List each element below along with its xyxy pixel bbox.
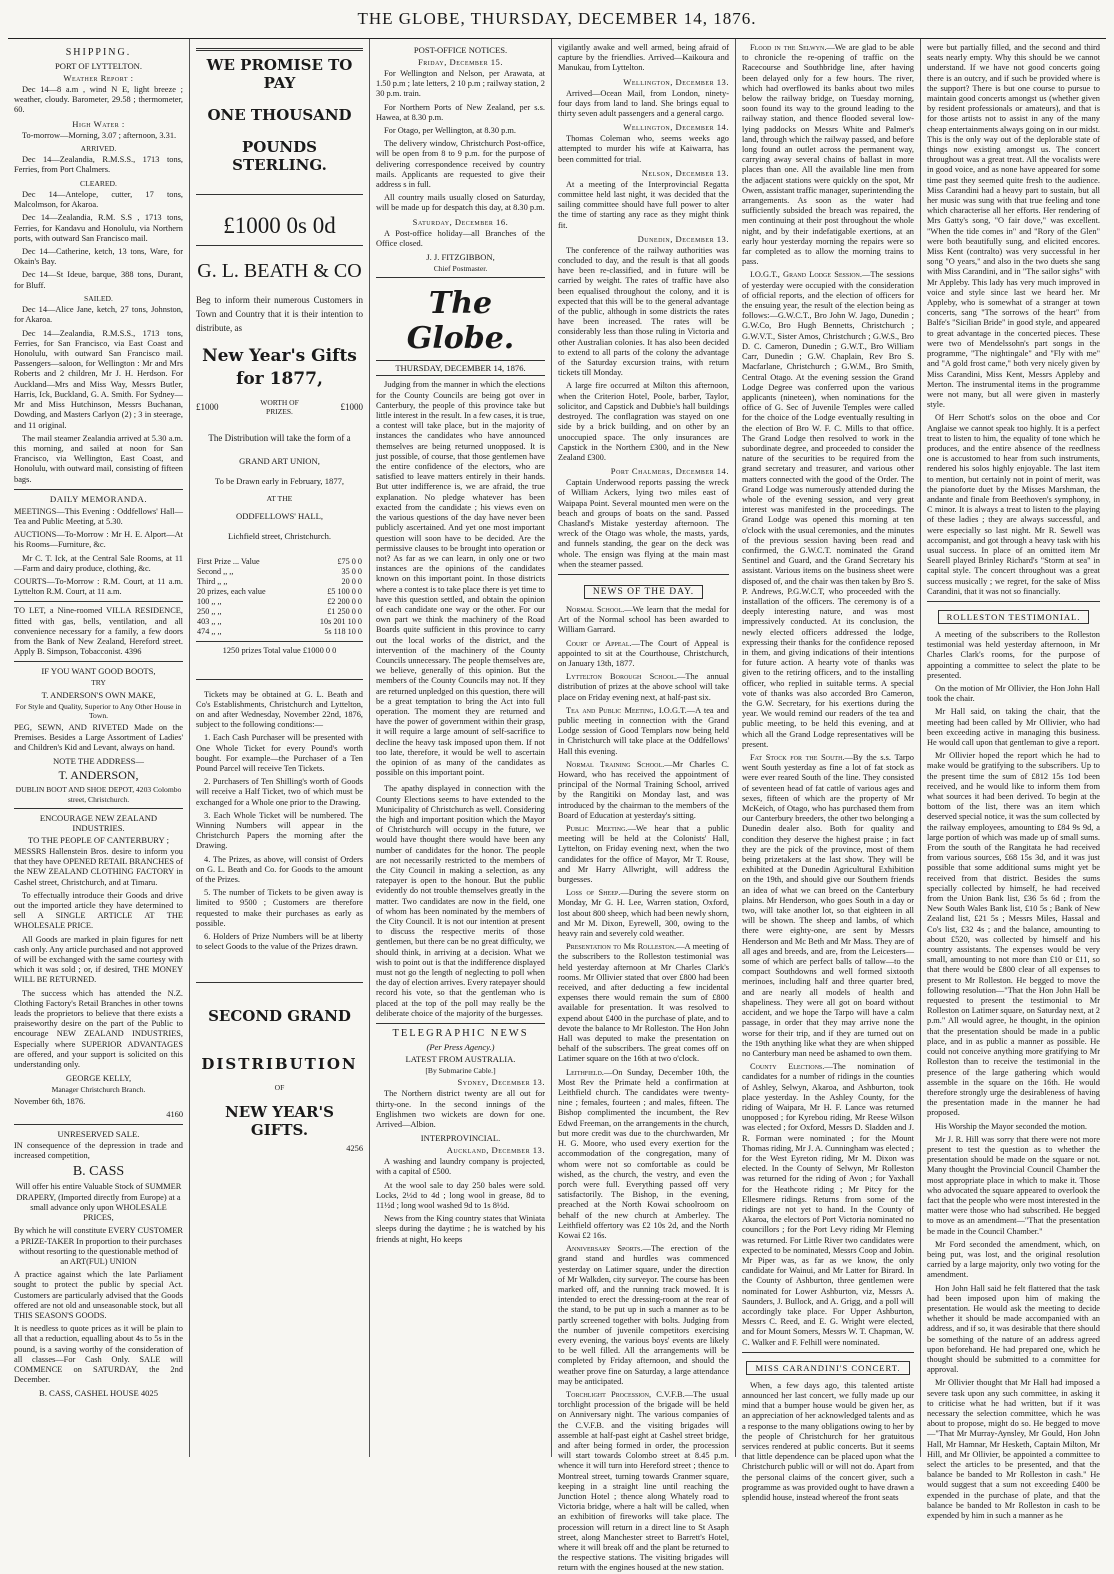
divider [14,661,183,662]
prize-amount: £5 100 0 0 [327,587,362,597]
wel1-date: Wellington, December 13. [623,76,729,87]
news-item [558,760,729,821]
news-item-body: —The Court of Appeal is appointed to sit at the Courthouse, Christchurch, on January 13th, 1877. [558,638,729,668]
nel-text: At a meeting of the Interprovincial Regatta committee held last night, it was decided that the sailing committee should have full power to alter the time of starting any race as they might think fit. [558,179,729,230]
high-water-text: To-morrow—Morning, 3.07 ; afternoon, 3.31. [22,130,177,140]
second-of: OF [274,1083,285,1093]
prize-row [196,577,363,587]
latest-heading: LATEST FROM AUSTRALIA. [405,1054,516,1065]
sailed-item: Dec 14—Alice Jane, ketch, 27 tons, Johnston, for Akaroa. [14,305,183,325]
news-heading-wrap [558,581,729,599]
roll-para: Mr Ollivier thought that Mr Hall had imposed a severe task upon any such committee, in asking it to criticise what he had written, but if it was necessary the selection committee, which he was about to propose, might do so. He begged to move—"That Mr Murray-Aynsley, Mr Gould, Hon John Hall, Mr Hamnar, Mr Hesketh, Captain Milton, Mr Hill, and Mr Ollivier, be appointed a committee to select the articles to be presented, and that the balance be banded to Mr Rolleston in cash." He would suggest that a sum not exceeding £400 be expended in the purchase of plate, and that the balance be banded to Mr Rolleston in cash to be expended by him in such a manner as he [927,1378,1100,1521]
news-item-body: —Mr Charles C. Howard, who has received the appointment of principal of the Normal Training School, arrived by the Rangitiki on Monday last, and was introduced by the chairman to the members of the Board of Education at yesterday's sitting. [558,759,729,820]
sydney-text: The Northern district twenty are all out for thirty-one. In the second innings of the Englishmen two wickets are down for one. Arrived—Albion. [376,1089,545,1130]
port-heading: PORT OF LYTTELTON. [54,61,143,71]
prize-label: First Prize ... Value [197,557,260,567]
cleared-item: Dec 14—Antelope, cutter, 17 tons, Malcolmson, for Akaroa. [14,190,183,210]
prize-label: 250 ,, ,, [197,607,222,617]
encourage-num: 4160 [166,1109,183,1119]
second-line3: NEW YEAR'S GIFTS. [225,1102,334,1139]
roll-heading: ROLLESTON TESTIMONIAL. [938,610,1090,624]
encourage-date: November 6th, 1876. [14,1096,86,1106]
inter-heading: INTERPROVINCIAL. [420,1133,501,1144]
unreserved-para: By which he will constitute EVERY CUSTOMER a PRIZE-TAKER In proportion to their purchases without resorting to the questionable method of an ART(FUL) UNION [14,1226,183,1266]
auck-date: Auckland, December 13. [446,1145,545,1156]
sailed-item: Dec 14—Zealandia, R.M.S.S., 1713 tons, Ferries, for San Francisco, via East Coast and Honolulu, with outward San Francisco mail. Passengers—saloon, for Wellington : Mr and Mrs Roberts and 2 children, Mr J. H. Herdson. For Auckland—Mrs and Miss Way, Messrs Butler, Harris, Ick, Buckland, G. A. Smith. For Sydney—Mr and Miss Hutchinson, Messrs Buchanan, Dowding, and Masters Carlyon (2) ; 3 in steerage, and 11 original. [14,328,183,430]
condition: 4. The Prizes, as above, will consist of Orders on G. L. Beath and Co. for Goods to the amount of the Prizes. [196,854,363,885]
prize-row [196,557,363,567]
intro-text: Beg to inform their numerous Customers in Town and Country that it is their intention to distribute, as [196,295,363,333]
roll-heading-wrap [927,607,1100,625]
prize-total: 1250 prizes Total value £1000 0 0 [222,646,337,656]
roll-list [927,630,1100,1521]
po-notice: A Post-office holiday—all Branches of the Office closed. [376,228,545,248]
po-date2: Saturday, December 16. [412,216,509,227]
divider [196,641,363,642]
news-item-body: —We learn that the medal for Art of the Normal school has been awarded to William Garrard. [558,604,729,635]
gifts-line1: New Year's Gifts [202,346,357,366]
to-let-ad: TO LET, a Nine-roomed VILLA RESIDENCE, fitted with gas, bells, ventilation, and all convenience necessary for a family, a few doors from the Bank of New Zealand, Hereford street. Apply B. Simpson, Tobacconist. 4396 [14,606,183,657]
promise-line1: WE PROMISE TO PAY [206,56,353,92]
roll-para: On the motion of Mr Ollivier, the Hon John Hall took the chair. [927,683,1100,704]
news-item [742,270,914,750]
concert-cont: were but partially filled, and the second and third seats nearly empty. Why this should be we cannot understand. If we have not good concerts going there is an outcry, and if such be provided where is the support? There is but one course to pursue to maintain good concerts amongst us (whether given by resident professionals or amateurs), and that is for those artists not to assist in any of the many cheap entertainments always going on in our midst. This is the only way out of the deplorable state of things now existing amongst us. The concert throughout was a great treat. All the vocalists were in good voice, and as none have appeared for some time past they seemed quite fresh to the audience. Miss Carandini had a heavy part to sustain, but all her music was sung with that true feeling and tone which characterise all her efforts. Her rendering of Mrs Gatty's song, "O fair dove," was excellent. "When the tide comes in" and "Rory of the Glen" were both beautifully sung, and elicited encores. Miss Kent (contralto) was very successful in her song "O years," and also in the two duets she sang with Miss Carandini, and in "The sailor sighs" with Mr Appleby. This lady has very much improved in voice and style since last we heard her. Mr Appleby, who is somewhat of a stranger at town concerts, sang "The sorrows of the heart" from Balfe's "Sicilian Bride" in good style, and appeared to great advantage in the concerted pieces. These were two of Mendelssohn's part songs in the programme, "The nightingale" and "Fly with me" and "A gold frost came," both very nicely given by Miss Carandini, Miss Kent, Messrs Appleby and Merton. The instrumental items in the programme were not many, but all were given in masterly style. [927,43,1100,410]
prize-label: 403 ,, ,, [197,617,222,627]
columns [8,39,1106,1573]
roll-para: Mr Ford seconded the amendment, which, on being put, was lost, and the original resolution carried by a large majority, only two voting for the amendment. [927,1239,1100,1280]
unreserved-heading: UNRESERVED SALE. [57,1129,140,1140]
news-item-title: Flood in the Selwyn. [750,43,827,52]
column-4 [552,39,736,1573]
arrived-text: Dec 14—Zealandia, R.M.S.S., 1713 tons, Ferries, from Port Chalmers. [14,155,183,175]
prize-row [196,607,363,617]
news-item [558,605,729,636]
news-item-body: —The sessions of yesterday were occupied with the consideration of official reports, and the election of officers for the ensuing year, the result of the election being as follows:—G.W.C.T., Bro John W. Jago, Dunedin ; G.W.Co, Bro Hugh Bennetts, Christchurch ; G.W.V.T., Sister Amos, Christchurch ; G.W.S., Bro D. C. Cameron, Dunedin ; G.W.T., Bro William Carr, Dunedin ; G.W. Chaplain, Rev Bro S. Macfarlane, Christchurch ; G.W.M., Bro Smith, Central Otago. At the evening session the Grand Lodge Degree was conferred upon the various applicants (nineteen), when nominations for the office of G. Sec of Juvenile Temples were called for the choice of the Lodge eventually resulting in the election of Bro W. F. C. Mills to that office. The Grand Lodge then resolved to work in the subordinate degree, and proceeded to consider the nature of the securities to be required from the grand secretary and treasurer, and various other matters connected with the good of the Order. The Grand Lodge was numerously attended during the whole of the evening session, and very great interest was manifested in the proceedings. The Grand Lodge was opened this morning at ten o'clock with the usual ceremonies, and the minutes of the previous session having been read and confirmed, the G.W.C.T. nominated the Grand Sentinel and Guard, and the Grand Secretary his assistant. Various items on the business sheet were disposed of, and the chair was then taken by Bro S. P. Andrews, P.G.W.C.T, who proceeded with the installation of the officers. The ceremony is of a deeply interesting nature, and was most impressively conducted. At its conclusion, the newly elected officers addressed the lodge, expressing their thanks for the confidence reposed in them, and giving indications of their intentions for future action. A hearty vote of thanks was given to the retiring officers, and to the installing officer, who replied in suitable terms. A special vote of thanks was also accorded Bro Cameron, the G.W. Secretary, for his exertions during the year. We would remind our readers of the tea and public meeting, to be held this evening, and at which all the Grand Lodge representatives will be present. [742,270,914,749]
prize-row [196,567,363,577]
prize-amount: £2 200 0 0 [327,597,362,607]
condition: 1. Each Cash Purchaser will be presented with One Whole Ticket for every Pound's worth bought. For example—the Purchaser of a Ten Pound Parcel will receive Ten Tickets. [196,733,363,774]
divider [196,679,363,680]
condition: 6. Holders of Prize Numbers will be at liberty to select Goods to the value of the Prizes drawn. [196,932,363,952]
po-heading: POST-OFFICE NOTICES. [413,45,508,55]
divider [196,48,363,51]
roll-para: Mr Ollivier hoped the report which he had to make would be gratifying to the subscribers. Up to the present time the sum of £812 15s 1od been received, and he would like to inform them from what sources it had been derived. To begin at the bottom of the list, there was an item which deserved special notice, it was the sum collected by the railway employees, amounting to £84 9s 9d, a large portion of which was made up of small sums. From the south of the Rangitata he had received from various sources, £68 15s 3d, and it was just possible that some additional sums might yet be received from that district. Besides the sums specially collected by himself, he had received from the Union Bank list, £36 5s 6d ; from the New South Wales Bank list, £10 5s ; Bank of New Zealand list, £21 5s ; Messrs Miles, Hassal and Co's list, £32 4s ; and the balance, amounting to about £520, was collected by himself and his country assistants. The expenses would be very small, amounting to not more than £10 or £11, so that there would be £800 clear of all expenses to present to Mr Rolleston. He begged to move the following resolution—"That the Hon John Hall be requested to present the testimonial to Mr Rolleston on Latimer square, on Saturday next, at 2 p.m." All would agree, he thought, in the opinion that the presentation should be made in a public place, and in as public a manner as possible. He could not conceive anything more gratifying to Mr Rolleston than to receive the testimonial in the presence of the large gathering which would assemble in the square on the 16th. He would therefore strongly urge the desirableness of having the presentation made in the manner he had proposed. [927,751,1100,1118]
po-notice: For Wellington and Nelson, per Arawata, at 1.50 p.m ; late letters, 2 10 p.m ; railway station, 2 30 p.m. train. [376,69,545,99]
cass-sign: B. CASS, CASHEL HOUSE 4025 [38,1388,159,1399]
dun-text: A large fire occurred at Milton this afternoon, when the Criterion Hotel, Poole, barber, Taylor, solicitor, and Capstick and Dubbie's hall buildings destroyed. The conflagration was stayed on one side by a brick building, and on other by an unoccupied space. The only insurances are Capstick in the Northern £300, and in the New Zealand £300. [558,381,729,462]
prize-label: Third ,, ,, [197,577,228,587]
encourage-para: The success which has attended the N.Z. Clothing Factory's Retail Branches in other towns leads the proprietors to believe that there exists a praiseworthy desire on the part of the Public to encourage NEW ZEALAND INDUSTRIES, Especially where SUPERIOR ADVANTAGES are offered, and your support is solicited on this understanding only. [14,988,183,1070]
union-text: GRAND ART UNION, [239,456,320,466]
cleared-item: Dec 14—Zealandia, R.M. S.S , 1713 tons, Ferries, for Kandavu and Honolulu, via Northern ports, with outward San Francisco mail. [14,213,183,243]
drawn-text: To be Drawn early in February, 1877, [214,476,345,486]
globe-title: The Globe. [406,286,515,357]
anderson-address: DUBLIN BOOT AND SHOE DEPOT, 4203 Colombo street, Christchurch. [15,785,182,804]
encourage-para: All Goods are marked in plain figures for nett cash only. Any article purchased and not approved of will be exchanged with the same courtesy with which it was sold ; or, if desired, THE MONEY WILL BE RETURNED. [14,934,183,985]
high-water-label: High Water : [72,118,125,129]
news-item-body: —The erection of the grand stand and hurdles was commenced yesterday on Latimer square, under the direction of Mr Walkden, city surveyor. The course has been marked off, and the running track mowed. It is intended to erect the dressing-room at the rear of the stand, to be put up in such a manner as to be partly screened together with bolts. Judging from the number of juvenile competitors exercising every evening, the various boys' events are likely to be well filled. All the arrangements will be completed by Friday afternoon, and should the weather prove fine on Saturday, a large attendance may be anticipated. [558,1244,730,1386]
cass-name: B. CASS [72,1164,125,1180]
prize-row [196,617,363,627]
encourage-para: MESSRS Hallenstein Bros. desire to inform you that they have OPENED RETAIL BRANCHES of the NEW ZEALAND CLOTHING FACTORY in Cashel street, Christchurch, and at Timaru. [14,847,183,887]
news-item [558,672,729,703]
memoranda-item: AUCTIONS—To-Morrow : Mr H. E. Alport—At his Rooms—Furniture, &c. [14,530,183,550]
concert-cont: Of Herr Schott's solos on the oboe and Cor Anglaise we cannot speak too highly. It is a perfect treat to listen to him, the equality of tone which he produces, and the entire absence of the reedlness one is accustomed to hear from such instruments, rendered his solos highly enjoyable. The last item to mention, but certainly not in point of merit, was the pianoforte duet by the Misses Marshman, the andante and finale from Beethoven's symphony, in C minor. It is always a treat to listen to the playing of these ladies ; they are always successful, and were especially so last night. Mr R. Sewell was accompanist, and got through a heavy task with his usual success. In place of an omitted item Mr Searell played Brinley Richard's "Storm at sea" in capital style. The concert throughout was a great success musically ; we regret, for the sake of Miss Carandini, that it was not so financially. [927,413,1100,596]
news-item-title: Tea and Public Meeting, I.O.G.T. [566,705,687,715]
roll-para: His Worship the Mayor seconded the motion. [935,1121,1087,1131]
dun-date: Dunedin, December 13. [637,233,729,244]
news-item-title: Anniversary Sports. [566,1244,643,1254]
roll-para: Hon John Hall said he felt flattered that the task had been imposed upon him of making the presentation. He would ask the meeting to decide whether it should be made accompanied with an address, and if so, it was desirable that there should be something of the nature of an address agreed upon beforehand. He had prepared one, which he thought should be submitted to a committee for approval. [927,1283,1100,1375]
news-item [558,706,729,757]
prize-table [196,557,363,637]
memoranda-item: MEETINGS—This Evening : Oddfellows' Hall—Tea and Public Meeting, at 5.30. [14,506,183,526]
sailed-label: SAILED. [84,293,113,303]
column-2 [190,39,370,1457]
memoranda-item: Mr C. T. Ick, at the Central Sale Rooms, at 11—Farm and dairy produce, clothing, &c. [14,553,183,573]
news-item-body: —We are glad to be able to chronicle the re-opening of traffic on the Racecourse and Southbridge line, after having been delayed only for a few hours. The river, which had overflowed its banks about two miles below the railway bridge, on Tuesday morning, soon found its way to the ground leading to the railway station, and thence flooded several low-lying paddocks on Messrs White and Palmer's land, through which the railway passed, and before long found an outlet across the permanent way, carrying away several chains of ballast in more places than one. All the available line men from the adjacent stations were quickly on the spot, Mr Owen, assistant traffic manager, superintending the arrangements. As soon as the water had sufficiently subsided the breach was repaired, the men continuing at their post throughout the whole night, and by their indefatigable exertions, at an early hour yesterday morning the repairs were so far completed as to allow the morning trains to pass. [742,43,914,267]
dateline: THURSDAY, DECEMBER 14, 1876. [376,360,545,376]
cleared-label: CLEARED. [80,178,117,188]
wel2-date: Wellington, December 14. [623,122,729,133]
prize-amount: 20 0 0 [341,577,362,587]
anderson-body: PEG, SEWN, AND RIVETED Made on the Premises. Besides a Large Assortment of Ladies' and Children's Kid and Levant, always on hand. [14,722,183,752]
prize-amount: 35 0 0 [341,567,362,577]
tickets-text: Tickets may be obtained at G. L. Beath and Co's Establishments, Christchurch and Lyttelton, on and after Wednesday, November 22nd, 1876, subject to the following conditions:— [196,689,363,730]
condition: 3. Each Whole Ticket will be numbered. The Winning Numbers will appear in the Christchurch Papers the morning after the Drawing. [196,810,363,851]
worth-right: £1000 [340,402,363,412]
news-item-title: Lyttelton Borough School. [566,672,677,682]
prize-label: 474 ,, ,, [197,627,222,637]
anderson-line3: T. ANDERSON'S OWN MAKE, [41,689,156,700]
po-sign2: Chief Postmaster. [433,264,488,274]
distribution-text: The Distribution will take the form of a [208,433,351,443]
po-notice: All country mails usually closed on Saturday, will be made up for despatch this day, at 8.30 p.m. [376,193,545,213]
cable-note: [By Submarine Cable.] [425,1066,496,1076]
divider [196,245,363,246]
news-item-title: Public Meeting. [566,824,628,833]
column-3 [370,39,552,1457]
pc-date: Port Chalmers, December 14. [610,466,729,477]
prize-row [196,587,363,597]
weather-label: Weather Report : [63,73,134,83]
news-item [558,824,729,885]
divider [376,277,545,278]
prize-row [196,597,363,607]
cleared-item: Dec 14—St Ideue, barque, 388 tons, Durant, for Bluff. [14,270,183,290]
auck-text: A washing and laundry company is projected, with a capital of £500. [376,1157,545,1177]
encourage-sign: GEORGE KELLY, [65,1073,132,1084]
shipping-heading: SHIPPING. [65,47,132,58]
condition: 5. The number of Tickets to be given away is limited to 9500 ; Customers are therefore requested to make their purchases as early as possible. [196,888,363,928]
encourage-to: TO THE PEOPLE OF CANTERBURY ; [28,835,169,845]
amount: £1000 0s 0d [223,213,336,238]
promise-line2: ONE THOUSAND [207,106,352,124]
anderson-line4: For Style and Quality, Superior to Any Other House in Town. [15,701,182,721]
cont-text: vigilantly awake and well armed, being afraid of capture by the friendlies. Arrived—Kaikoura and Manukau, from Lyttelton. [558,43,729,73]
news-item [558,942,729,1064]
news-list [558,605,729,1574]
po-notice: For Otago, per Wellington, at 8.30 p.m. [384,126,516,136]
worth-row [196,398,363,416]
column-5 [736,39,921,1503]
news-item-body: —During the severe storm on Monday, Mr G. H. Lee, Warren station, Oxford, lost about 800 sheep, which had been newly shorn, and Mr M. Dixon, Eyrewell, 300, owing to the heavy rain and severely cold weather. [558,888,729,939]
encourage-para: To effectually introduce their Goods and drive out the imported article they have determined to sell A SINGLE ARTICLE AT THE WHOLESALE PRICE. [14,890,183,931]
prize-row [196,627,363,637]
news-item-title: Leithfield. [566,1067,604,1077]
worth-mid: WORTH OF PRIZES. [260,398,299,416]
divider [14,489,183,490]
concert-heading: MISS CARANDINI'S CONCERT. [746,1361,909,1375]
divider [927,601,1100,602]
arrived-label: ARRIVED. [80,143,117,153]
news-item-body: —We hear that a public meeting will be held at the Colonists' Hall, Lyttelton, on Friday evening next, when the two candidates for the office of Mayor, Mr T. Rouse, and Mr Harry Allwright, will address the burgesses. [558,824,729,885]
nel-date: Nelson, December 13. [641,167,729,178]
unreserved-para: It is needless to quote prices as it will be plain to all that a reduction, equalling about 4s to 5s in the pound, is a saving worthy of the consideration of all classes—For Cash Only. SALE will COMMENCE on SATURDAY, the 2nd December. [14,1324,183,1385]
news-item [742,43,914,267]
news-item [742,1062,914,1348]
prize-label: 20 prizes, each value [197,587,266,597]
second-line1: SECOND GRAND [208,1007,351,1026]
unreserved-para: Will offer his entire Valuable Stock of SUMMER DRAPERY, (Imported directly from Europe) at a small advance only upon WHOLESALE PRICES, [15,1182,182,1223]
news-item-title: Normal School. [566,604,625,614]
leader-para: Judging from the manner in which the elections for the County Councils are being got over in Canterbury, the people of this province take but little interest in the result. In a few cases, it is true, a contest will take place, but in the majority of instances the candidates who have announced themselves are being returned unopposed. It is just possible, of course, that those gentlemen have the entire confidence of the electors, who are satisfied to leave matters entirely in their hands. But utter indifference is, we are afraid, the true explanation. No pledge whatever has been exacted from the candidate ; his views even on the various questions of the day have never been publicly ascertained. And yet one most important question will soon have to be decided. Are the permissive clauses to be brought into operation or not? As far as we can learn, in only one or two instances are the opinions of the candidates known on this important point. In those districts where a contest is to take place there is yet time to have this question settled, and obtain the opinion of each candidate one way or the other. For our own part we think the machinery of the Road Boards quite sufficient in this province to carry out the local works of the district, and the intervention of the machinery of the County Councils unnecessary. The people themselves are, we believe, generally of this opinion. But the members of the County Councils may not. If they are returned unpledged on this question, there will be a great temptation to bring the Act into full operation. The moment they are returned and have the power of government within their grasp, it will require a large amount of self-sacrifice to decline the heavy task imposed upon them. If not too late, therefore, it would be well to ascertain the opinion of as many of the candidates as possible on this important point. [376,380,545,778]
roll-para: A meeting of the subscribers to the Rolleston testimonial was held yesterday afternoon, in Mr Charles Clark's rooms, for the purpose of appointing a committee to select the plate to be presented. [927,629,1100,680]
street-text: Lichfield street, Christchurch. [227,531,332,542]
roll-para: Mr Hall said, on taking the chair, that the meeting had been called by Mr Ollivier, who had been exceeding active in managing this business. He would call upon that gentleman to give a report. [927,707,1100,747]
at-text: AT THE [266,494,293,503]
news-item-body: —The nomination of candidates for a number of ridings in the counties of Ashley, Selwyn, Akaroa, and Ashburton, took place yesterday. In the Ashley County, for the riding of Waipara, Mr H. F. Lance was returned unopposed ; for Kyrebou riding, Mr Reese Wilson was elected ; for Oxford, Messrs D. Sladden and J. R. Forman were nominated ; for the Mount Thomas riding, Mr J. A. Cunningham was elected ; for the West Eyreton riding, Mr M. Dixon was elected. In the County of Selwyn, Mr Rolleston was returned for the riding of Avon ; for Yaxhall for the Heathcote riding ; Mr Pitcy for the Ellesmere ridings. Returns from some of the ridings are not yet to hand. In the County of Akaroa, the electors of Port Victoria nominated no councillors ; for the Port Levy riding Mr Fleming was returned. For Little River two candidates were expected to be nominated, Messrs Coop and Jobin. Mr Piper was, as far as we know, the only candidate for Wainui, and Mr Latter for Birard. In the County of Ashburton, three gentlemen were nominated for Lower Ashburton, viz, Messrs A. Saunders, J. Bullock, and A. Grigg, and a poll will accordingly take place. For Upper Ashburton, Messrs C. Reed, and E. G. Wright were elected, and for Mount Somers, Messrs W. T. Chapman, W. C. Walker and F. Felhill were nominated. [742,1062,914,1347]
memoranda-item: COURTS—To-Morrow : R.M. Court, at 11 a.m. Lyttelton R.M. Court, at 11 a.m. [14,576,183,597]
po-notice: The delivery window, Christchurch Post-office, will be open from 8 to 9 p.m. for the purpose of delivering correspondence received by country mails. Applicants are requested to give their address s in full. [376,139,545,190]
anderson-note: NOTE THE ADDRESS— [52,756,145,767]
po-date1: Friday, December 15. [418,57,503,67]
second-line2: DISTRIBUTION [201,1055,358,1074]
po-sign: J. J. FITZGIBBON, [426,252,495,263]
dun-text: The conference of the railway authorities was concluded to day, and the result is that all goods have been re-classified, and in future will be carried by weight. The rates of traffic have also been equalised throughout the colony, and it is expected that this will be to the general advantage of the public, although in some districts the rates have been increased. The rates will be considerably less than those ruling in Victoria and other Australian colonies. It has also been decided to extend to all parts of the colony the advantage of the Saturday excursion trains, with return tickets till Monday. [558,245,729,378]
divider [742,1352,914,1353]
news-item-body: —The annual distribution of prizes at the above school will take place on Friday evening next, at half-past six. [558,672,729,702]
concert-text: When, a few days ago, this talented artiste announced her last concert, we fully made up our mind that a bumper house would be given her, as an appreciation of her acknowledged talents and as a response to the many obligations owing to her by the people of Christchurch for her gratuitous services rendered at public concerts. But it seems that little dependence can be placed upon what the Christchurch public will or will not do. Apart from the personal claims of the concert giver, such a programme as was provided ought to have drawn a splendid house, instead whereof the front seats [742,1380,914,1503]
anderson-line1: IF YOU WANT GOOD BOOTS, [41,666,156,677]
news-item-body: —A meeting of the subscribers to the Rolleston testimonial was held yesterday afternoon at Mr Charles Clark's rooms. Mr Ollivier stated that over £800 had been received, and after deducting a few incidental expenses there would remain the sum of £800 available for presentation. It was resolved to expend about £400 in the purchase of plate, and to devote the balance to Mr Rolleston. The Hon John Hall was deputed to make the presentation on behalf of the subscribers. The great comes off on Latimer square on the 16th at two o'clock. [558,942,730,1064]
unreserved-intro: IN consequence of the depression in trade and increased competition, [14,1141,183,1161]
encourage-sign2: Manager Christchurch Branch. [51,1085,146,1095]
anderson-name: T. ANDERSON, [58,768,139,783]
prize-label: 100 ,, ,, [197,597,222,607]
news-item-title: Torchlight Procession, C.V.F.B. [566,1389,685,1399]
news-item [742,753,914,1059]
condition: 2. Purchasers of Ten Shilling's worth of Goods will receive a Half Ticket, two of which must be exchanged for a Whole one prior to the Drawing. [196,777,363,807]
pc-text: Captain Underwood reports passing the wreck of William Ackers, lying two miles east of Waipapa Point. Several mounted men were on the beach and groups of boats on the sand. Passed Chasland's Mistake yesterday afternoon. The wreck of the Otago was whole, the masts, yards, and funnels standing, the gear on the deck was whole. The ensign was flying at the main mast when the steamer passed. [558,478,729,569]
cleared-item: Dec 14—Catherine, ketch, 13 tons, Ware, for Okain's Bay. [14,247,183,267]
gifts-line2: for 1877, [236,369,323,389]
masthead [8,0,1106,39]
news-item-body: —The usual torchlight procession of the brigade will be held on Anniversary night. The various companies of the C.V.F.B. and the visiting brigades will assemble at half-past eight at Cashel street bridge, and after being formed in order, the procession will start towards Colombo street at 8.45 p.m. whence it will turn into Hereford street ; thence to Montreal street, turning towards Cranmer square, keeping in a straight line until reaching the Junction Hotel ; thence along Whately road to Victoria bridge, where a halt will be called, when an exhibition of fireworks will take place. The procession will return in a direct line to St Asaph street, along Manchester street to Barrett's Hotel, where it will break off and the plant be returned to the respective stations. The visiting brigades will return with the engines housed at the new station. [558,1389,730,1573]
news-item-title: Loss of Sheep. [566,888,621,898]
worth-left: £1000 [196,402,219,412]
encourage-heading: ENCOURAGE NEW ZEALAND INDUSTRIES. [39,813,158,833]
news-item-title: Presentation to Mr Rolleston. [566,942,677,952]
news-item-title: I.O.G.T., Grand Lodge Session. [750,270,862,280]
prize-label: Second ,, ,, [197,567,234,577]
roll-para: Mr J. R. Hill was sorry that there were not more present to test the question as to whether the presentation should be made on the square or not. Many thought the Provincial Council Chamber the most appropriate place in which to make it. Those who advocated the square appeared to overlook the fact that the people who were most interested in the matter were those who had subscribed. He begged to move as an amendment—"That the presentation be made in the Council Chamber." [927,1134,1100,1236]
tele-sub: (Per Press Agency.) [426,1042,495,1053]
hall-text: ODDFELLOWS' HALL, [236,511,323,522]
wel1-text: Arrived—Ocean Mail, from London, ninety-four days from land to land. She brings equal to thirty seven adult passengers and a general cargo. [558,88,729,119]
news-item [558,1390,729,1574]
anderson-line2: TRY [91,678,106,688]
news-item-title: Court of Appeal. [566,638,632,648]
po-notice: For Northern Ports of New Zealand, per s.s. Hawea, at 8.30 p.m. [376,102,545,122]
masthead-title: THE GLOBE, THURSDAY, DECEMBER 14, 1876. [357,9,757,28]
unreserved-para: A practice against which the late Parliament sought to protect the public by special Act. Customers are particularly advised that the Goods offered are not old and unseasonable stock, but all THIS SEASON'S GOODS. [14,1270,183,1320]
concert-heading-wrap [742,1358,914,1376]
news-item-body: —On Sunday, December 10th, the Most Rev the Primate held a confirmation at Leithfield church. The candidates were twenty-nine ; females, fourteen ; and males, fifteen. The Bishop complimented the incumbent, the Rev Edwd Freeman, on the arrangements in the church, but more credit was due to the churchwarden, Mr H. G. Moore, who used every exertion for the accommodation of the congregation, many of whom were not so comfortable as could be wished, as the church, the vestry, and even the porch were full. Everything passed off very satisfactorily. The Bishop, in the evening, preached at the North Kowai schoolroom on behalf of the new church at Amberley. The Leithfield offertory was £2 10s 2d, and the North Kowai £2 16s. [558,1067,729,1240]
news-heading: NEWS OF THE DAY. [584,585,703,599]
divider [14,808,183,809]
news-item [558,1244,729,1387]
sydney-date: Sydney, December 13. [457,1077,545,1088]
wel2-text: Thomas Coleman who, seems weeks ago attempted to murder his wife at Kaiwarra, has been committed for trial. [558,134,729,164]
tele-heading: TELEGRAPHIC NEWS [392,1028,529,1040]
divider [196,194,363,195]
divider [196,982,363,983]
column-6 [921,39,1106,1521]
memoranda-heading: DAILY MEMORANDA. [49,493,148,504]
ad-num: 4256 [346,1143,363,1153]
auck-text: News from the King country states that Winiata sleeps during the daytime ; he is watched by his friends at night, Ho keeps [376,1214,545,1244]
auck-text: At the wool sale to day 250 bales were sold. Locks, 2½d to 4d ; long wool in grease, 8d to 11½d ; long wool washed 9d to 1s 8½d. [376,1180,545,1211]
news-item [558,1068,729,1241]
prize-amount: £75 0 0 [337,557,362,567]
sailed-item: The mail steamer Zealandia arrived at 5.30 a.m. this morning, and sailed at noon for San Francisco, via Wellington, East Coast, and Honolulu, with outward mail, consisting of fifteen bags. [14,433,183,484]
weather-text: Dec 14—8 a.m , wind N E, light breeze ; weather, cloudy. Barometer, 29.58 ; thermometer, 60. [14,85,183,115]
prize-amount: £1 250 0 0 [327,607,362,617]
divider [558,574,729,575]
news-item [558,888,729,939]
firm-name: G. L. BEATH & CO [197,260,362,282]
column-1 [8,39,190,1457]
news-item-title: Normal Training School. [566,759,665,769]
promise-line3: POUNDS STERLING. [232,138,327,174]
news-item-title: Fat Stock for the South. [750,753,845,763]
prize-amount: 5s 118 10 0 [324,627,362,637]
news-item-body: —By the s.s. Tarpo went South yesterday as fine a lot of fat stock as were ever reared South of the line. They consisted of seventeen head of fat cattle of various ages and sexes, fifteen of which are the property of Mr McKeich, of Otago, who has purchased them from our Canterbury breeders, the other two belonging a Dunedin dealer also. Both for quality and condition they deserve the highest praise ; in fact they are the pick of the province, most of them being prizetakers at the last show. They will be exhibited at the Dunedin Agricultural Exhibition on the 19th, and should give our Southern friends an idea of what we can breed on the Canterbury plains. Mr Henderson, who goes South in a day or two, will take another lot, so that eighteen in all will be shown. The sheep and lambs, of which there were eighty-one, are sent by Messrs Henderson and Mc Beth and Mr Mass. They are of all ages and breeds, and are, from the Leicesters—some of which are perfect balls of tallow—to the compact Southdowns and well formed sixtooth merinoes, including half and three quarter bred, and are nearly all models of health and shapeliness. They were all got on board without accident, and we hope the Tarpo will have a calm passage, in order that they may arrive none the worse for their trip, and if they are turned out on the 19th anything like what they are when shipped no Canterbury man need be ashamed to own them. [742,753,914,1058]
news-item-body: —A tea and public meeting in connection with the Grand Lodge session of Good Templars now being held in Christchurch will take place at the Oddfellows' Hall this evening. [558,705,729,756]
divider [14,1124,183,1125]
news-item-title: County Elections. [750,1062,825,1072]
divider [14,601,183,602]
leader-para: The apathy displayed in connection with the County Elections seems to have extended to the Municipality of Christchurch as well. Considering the high and important position which the Mayor of Christchurch will occupy in the future, we would have thought there would have been any number of candidates for the honor. The people are not necessarily restricted to the members of the City Council in making a selection, as any ratepayer is open to the honour. But the public evidently do not trouble themselves greatly in the matter. Two candidates are now in the field, one of whom has been nominated by the members of the City Council. It is not our intention at present to discuss the respective merits of those gentlemen, but there can be no great difficulty, we should think, in arriving at a decision. What we wish to point out is that the indifference displayed must not go the length of neglecting to poll when the day of election arrives. Every ratepayer should record his vote, so that the gentleman who is placed at the top of the poll may really be the deliberate choice of the majority of the burgesses. [376,784,545,1018]
news-item [558,639,729,670]
divider [376,1023,545,1024]
col5-list [742,43,914,1348]
prize-amount: 10s 201 10 0 [319,617,362,627]
